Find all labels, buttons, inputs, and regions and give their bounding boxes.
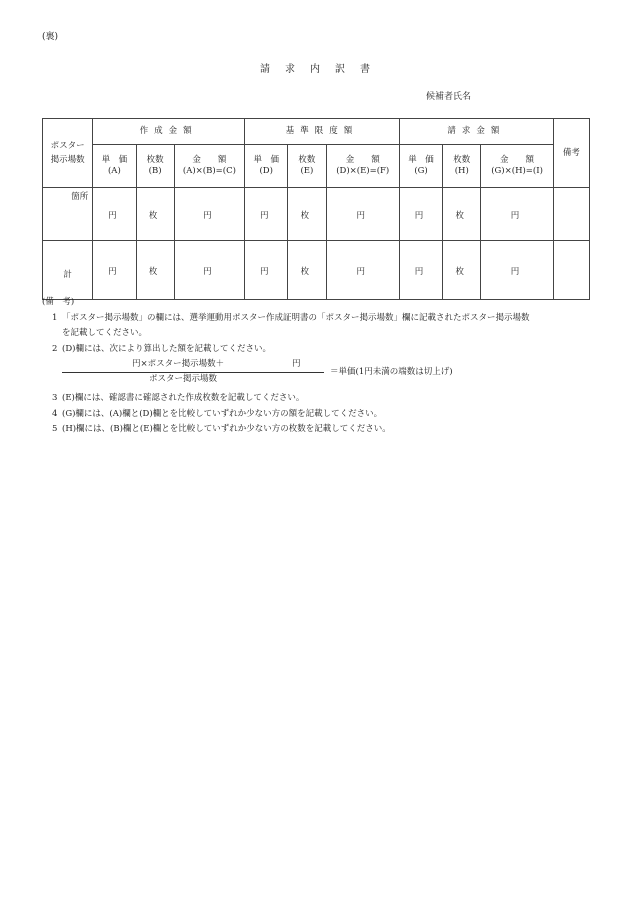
cell-e[interactable]: 枚 — [288, 188, 326, 241]
col-unit-price-a — [93, 145, 136, 188]
group-standard-limit: 基準限度額 — [245, 119, 400, 145]
col-code: (E) — [300, 166, 314, 176]
cell-g[interactable]: 円 — [399, 188, 442, 241]
cell-a[interactable]: 円 — [93, 188, 136, 241]
col-code: (G)×(H)=(I) — [491, 166, 543, 176]
total-f[interactable]: 円 — [326, 241, 399, 300]
formula-denominator: ポスター掲示場数 — [149, 374, 218, 384]
col-label: 単 価 — [101, 155, 128, 165]
note-number: 3 — [52, 393, 58, 403]
notes-heading: (備 考) — [42, 297, 75, 307]
group-production-amount: 作成金額 — [93, 119, 245, 145]
note-number: 5 — [52, 424, 58, 434]
note-text: 「ポスター掲示場数」の欄には、選挙運動用ポスター作成証明書の「ポスター掲示場数」欄に記載されたポスター掲示場数 — [62, 312, 530, 323]
col-code: (G) — [414, 166, 428, 176]
side-label: (裏) — [42, 32, 59, 42]
col-label: 単 価 — [408, 155, 434, 165]
total-g[interactable]: 円 — [399, 241, 442, 300]
cell-remarks[interactable] — [553, 188, 589, 241]
note-item — [42, 407, 602, 423]
formula-numerator-unit: 円 — [292, 359, 301, 369]
note-text: (D)欄には、次により算出した額を記載してください。 — [62, 343, 271, 354]
total-d[interactable]: 円 — [245, 241, 288, 300]
note-item — [42, 391, 602, 407]
formula-numerator: 円×ポスター掲示場数＋ — [132, 359, 225, 369]
cell-d[interactable]: 円 — [245, 188, 288, 241]
row-label-locations: 箇所 — [43, 188, 93, 241]
col-code: (A) — [107, 166, 121, 176]
note-item — [42, 422, 602, 438]
total-e[interactable]: 枚 — [288, 241, 326, 300]
col-code: (D) — [259, 166, 273, 176]
col-count-e — [288, 145, 326, 188]
col-count-h — [443, 145, 481, 188]
col-label: 金 額 — [500, 155, 535, 165]
col-count-b — [136, 145, 174, 188]
total-i[interactable]: 円 — [481, 241, 553, 300]
note-item — [42, 311, 602, 327]
col-unit-price-g — [399, 145, 442, 188]
unit-price-formula — [42, 357, 602, 391]
document-title: 請求内訳書 — [260, 64, 385, 75]
note-text: (H)欄には、(B)欄と(E)欄とを比較していずれか少ない方の枚数を記載してください。 — [62, 424, 391, 434]
col-amount-c — [174, 145, 244, 188]
col-label: 金 額 — [345, 155, 380, 165]
cell-i[interactable]: 円 — [481, 188, 553, 241]
cell-f[interactable]: 円 — [326, 188, 399, 241]
col-label: 枚数 — [453, 155, 471, 165]
note-number: 4 — [52, 408, 58, 419]
col-label: 枚数 — [298, 155, 316, 165]
total-remarks[interactable] — [553, 241, 589, 300]
note-number: 2 — [52, 343, 58, 354]
total-b[interactable]: 枚 — [136, 241, 174, 300]
note-item-continued — [42, 326, 602, 342]
col-code: (D)×(E)=(F) — [336, 166, 390, 176]
candidate-name-label: 候補者氏名 — [426, 92, 472, 102]
col-unit-price-d — [245, 145, 288, 188]
col-label: 単 価 — [253, 155, 279, 165]
note-text-cont: を記載してください。 — [62, 328, 148, 338]
total-a[interactable]: 円 — [93, 241, 136, 300]
col-amount-i — [481, 145, 553, 188]
total-h[interactable]: 枚 — [443, 241, 481, 300]
total-c[interactable]: 円 — [174, 241, 244, 300]
note-text: (G)欄には、(A)欄と(D)欄とを比較していずれか少ない方の額を記載してください。 — [62, 408, 383, 419]
row-label-total: 計 — [43, 241, 93, 300]
cell-b[interactable]: 枚 — [136, 188, 174, 241]
formula-result: ＝単価(1円未満の端数は切上げ) — [330, 367, 453, 377]
poster-count-header — [43, 119, 93, 188]
note-item — [42, 342, 602, 358]
col-code: (H) — [454, 166, 469, 176]
cell-c[interactable]: 円 — [174, 188, 244, 241]
col-label: 枚数 — [146, 155, 164, 165]
table-row — [43, 188, 590, 241]
notes-section — [42, 295, 602, 438]
claim-breakdown-table — [42, 118, 590, 300]
col-label: 金 額 — [192, 155, 227, 165]
col-amount-f — [326, 145, 399, 188]
note-text: (E)欄には、確認書に確認された作成枚数を記載してください。 — [62, 393, 305, 403]
cell-h[interactable]: 枚 — [443, 188, 481, 241]
table-row — [43, 241, 590, 300]
col-code: (B) — [148, 166, 162, 176]
group-claim-amount: 請求金額 — [399, 119, 553, 145]
poster-count-header-text: ポスター掲示場数 — [50, 141, 85, 165]
note-number: 1 — [52, 312, 58, 323]
remarks-header: 備考 — [553, 119, 589, 188]
col-code: (A)×(B)=(C) — [182, 166, 236, 176]
